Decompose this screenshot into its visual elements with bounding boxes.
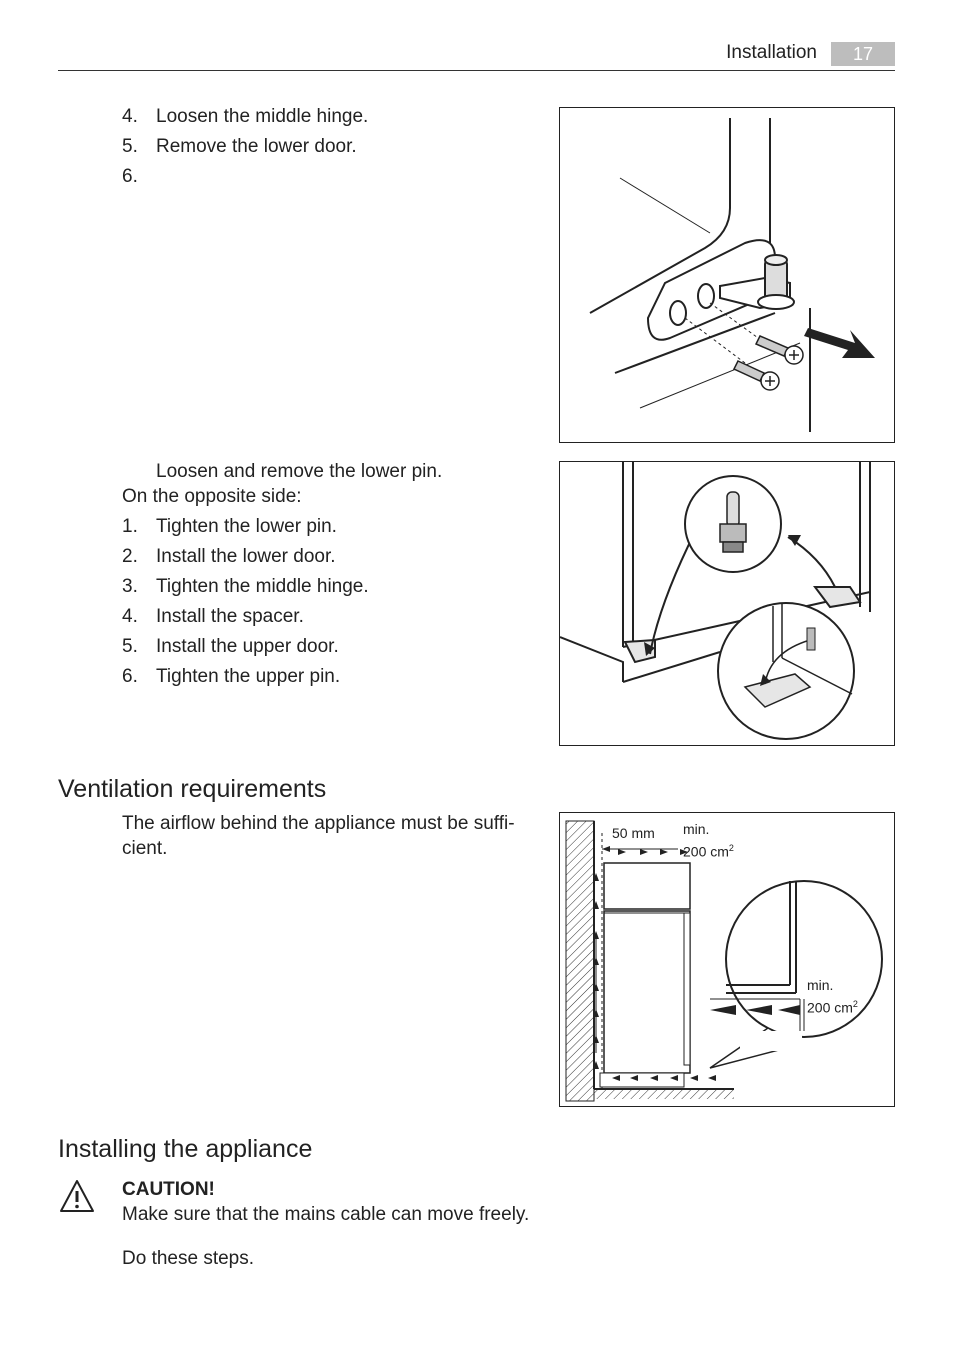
list-text: Remove the lower door. — [156, 136, 357, 157]
min-area-bottom-value: 200 cm — [807, 999, 853, 1016]
ventilation-figure — [559, 812, 895, 1107]
list-text: Install the upper door. — [156, 636, 339, 657]
caution-text: Make sure that the mains cable can move freely. — [122, 1204, 530, 1225]
min-area-top-line1: min. — [683, 821, 710, 837]
caution-title: CAUTION! — [122, 1179, 215, 1200]
min-area-top-line2 — [683, 843, 734, 860]
ventilation-text-line2: cient. — [122, 838, 168, 859]
min-area-top-superscript: 2 — [728, 843, 734, 853]
list-number: 6. — [122, 666, 138, 687]
list-text: Install the lower door. — [156, 546, 336, 567]
list-number: 1. — [122, 516, 138, 537]
list-text: Tighten the lower pin. — [156, 516, 337, 537]
list-text: Tighten the middle hinge. — [156, 576, 369, 597]
opposite-side-text: On the opposite side: — [122, 486, 302, 507]
list-number: 3. — [122, 576, 138, 597]
ventilation-heading: Ventilation requirements — [58, 775, 327, 803]
hinge-removal-figure — [559, 107, 895, 443]
list-number: 4. — [122, 106, 138, 127]
list-number: 5. — [122, 136, 138, 157]
gap-50mm-label: 50 mm — [612, 825, 655, 841]
list-number: 4. — [122, 606, 138, 627]
min-area-bottom-line2 — [807, 999, 858, 1016]
min-area-bottom-line1: min. — [807, 977, 834, 993]
page-number-badge: 17 — [831, 42, 895, 66]
list-text: Tighten the upper pin. — [156, 666, 341, 687]
ventilation-text-line1: The airflow behind the appliance must be suffi- — [122, 813, 515, 834]
list-number: 2. — [122, 546, 138, 567]
header-divider — [58, 70, 895, 71]
installing-heading: Installing the appliance — [58, 1135, 313, 1163]
min-area-top-value: 200 cm — [683, 843, 729, 860]
steps-intro-text: Do these steps. — [122, 1248, 255, 1269]
list-number: 6. — [122, 166, 138, 187]
list-number: 5. — [122, 636, 138, 657]
loosen-pin-text: Loosen and remove the lower pin. — [156, 461, 443, 482]
pin-install-figure — [559, 461, 895, 746]
header-section-title: Installation — [726, 42, 817, 63]
warning-icon — [58, 1178, 96, 1214]
min-area-bottom-superscript: 2 — [852, 999, 858, 1009]
list-text: Loosen the middle hinge. — [156, 106, 369, 127]
list-text: Install the spacer. — [156, 606, 304, 627]
